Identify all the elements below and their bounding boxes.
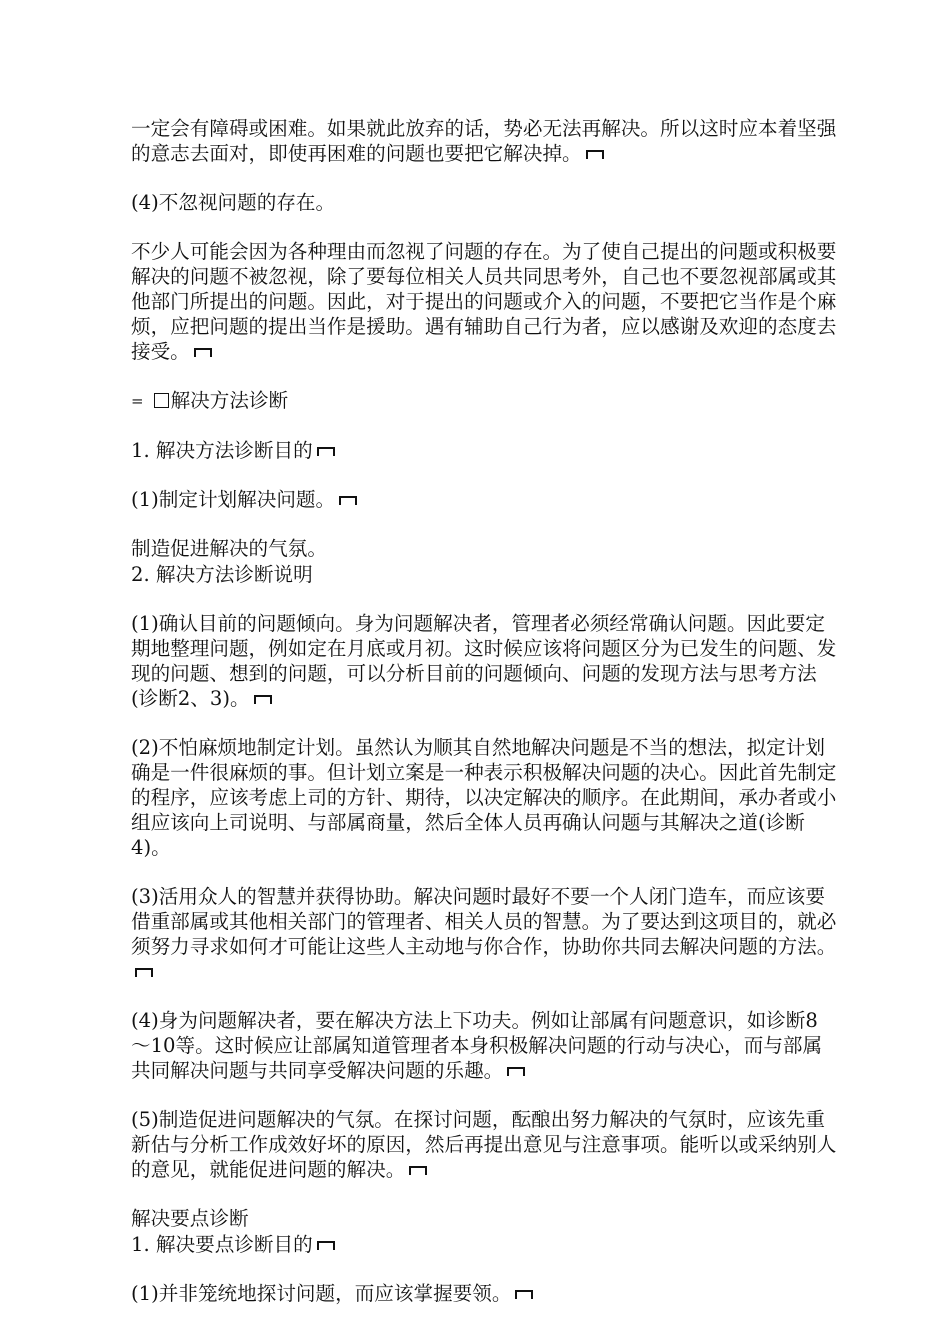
paragraph-text: (2)不怕麻烦地制定计划。虽然认为顺其自然地解决问题是不当的想法，拟定计划确是一件很麻烦的事。但计划立案是一种表示积极解决问题的决心。因此首先制定的程序，应该考虑上司的方针、期待，以决定解决的顺序。在此期间，承办者或小组应该向上司说明、与部属商量，然后全体人员再确认问题与其解决之道(诊断4)。 — [131, 736, 837, 859]
section-heading-solution-method — [131, 388, 837, 414]
document-body — [131, 116, 837, 1306]
paragraph-text: 解决要点诊断 — [131, 1207, 249, 1230]
paragraph-2 — [131, 239, 837, 364]
explanation-2 — [131, 735, 837, 860]
return-mark-icon — [339, 496, 357, 505]
return-mark-icon — [507, 1067, 525, 1076]
paragraph-text: (4)不忽视问题的存在。 — [131, 191, 336, 214]
checkbox-square-icon — [154, 393, 169, 408]
section-heading-key-points — [131, 1206, 837, 1231]
paragraph-text: (3)活用众人的智慧并获得协助。解决问题时最好不要一个人闭门造车，而应该要借重部属或其他相关部门的管理者、相关人员的智慧。为了要达到这项目的，就必须努力寻求如何才可能让这些人主动地与你合作，协助你共同去解决问题的方法。 — [131, 885, 837, 958]
paragraph-text: (1)制定计划解决问题。 — [131, 488, 336, 511]
paragraph-text: 2. 解决方法诊断说明 — [131, 563, 313, 586]
item-1-plan — [131, 487, 837, 512]
explanation-1 — [131, 611, 837, 711]
return-mark-icon — [586, 150, 604, 159]
return-mark-icon — [317, 447, 335, 456]
subheading-key-points-purpose — [131, 1232, 837, 1257]
item-atmosphere — [131, 536, 837, 561]
paragraph-text: 1. 解决方法诊断目的 — [131, 439, 313, 462]
explanation-5 — [131, 1107, 837, 1182]
paragraph-text: 一定会有障碍或困难。如果就此放弃的话，势必无法再解决。所以这时应本着坚强的意志去面对，即使再困难的问题也要把它解决掉。 — [131, 117, 837, 165]
subheading-method-purpose — [131, 438, 837, 463]
paragraph-text: 制造促进解决的气氛。 — [131, 537, 327, 560]
section-number-glyph: = — [131, 392, 144, 410]
return-mark-icon — [194, 348, 212, 357]
return-mark-icon — [135, 968, 153, 977]
return-mark-icon — [317, 1241, 335, 1250]
paragraph-text: 不少人可能会因为各种理由而忽视了问题的存在。为了使自己提出的问题或积极要解决的问题不被忽视，除了要每位相关人员共同思考外，自己也不要忽视部属或其他部门所提出的问题。因此，对于提出的问题或介入的问题，不要把它当作是个麻烦，应把问题的提出当作是援助。遇有辅助自己行为者，应以感谢及欢迎的态度去接受。 — [131, 240, 837, 363]
return-mark-icon — [515, 1290, 533, 1299]
paragraph-text: 1. 解决要点诊断目的 — [131, 1233, 313, 1256]
explanation-4 — [131, 1008, 837, 1083]
paragraph-text: (1)并非笼统地探讨问题，而应该掌握要领。 — [131, 1282, 512, 1305]
subheading-method-explanation — [131, 562, 837, 587]
section-title: 解决方法诊断 — [170, 389, 289, 412]
return-mark-icon — [254, 695, 272, 704]
paragraph-text: (4)身为问题解决者，要在解决方法上下功夫。例如让部属有问题意识，如诊断8～10等。这时候应让部属知道管理者本身积极解决问题的行动与决心，而与部属共同解决问题与共同享受解决问题的乐趣。 — [131, 1009, 823, 1082]
key-point-1 — [131, 1281, 837, 1306]
return-mark-icon — [409, 1166, 427, 1175]
paragraph-text: (1)确认目前的问题倾向。身为问题解决者，管理者必须经常确认问题。因此要定期地整理问题，例如定在月底或月初。这时候应该将问题区分为已发生的问题、发现的问题、想到的问题，可以分析目前的问题倾向、问题的发现方法与思考方法(诊断2、3)。 — [131, 612, 837, 710]
paragraph-1 — [131, 116, 837, 166]
explanation-3 — [131, 884, 837, 984]
heading-4-not-ignore — [131, 190, 837, 215]
paragraph-text: (5)制造促进问题解决的气氛。在探讨问题，酝酿出努力解决的气氛时，应该先重新估与分析工作成效好坏的原因，然后再提出意见与注意事项。能听以或采纳别人的意见，就能促进问题的解决。 — [131, 1108, 837, 1181]
